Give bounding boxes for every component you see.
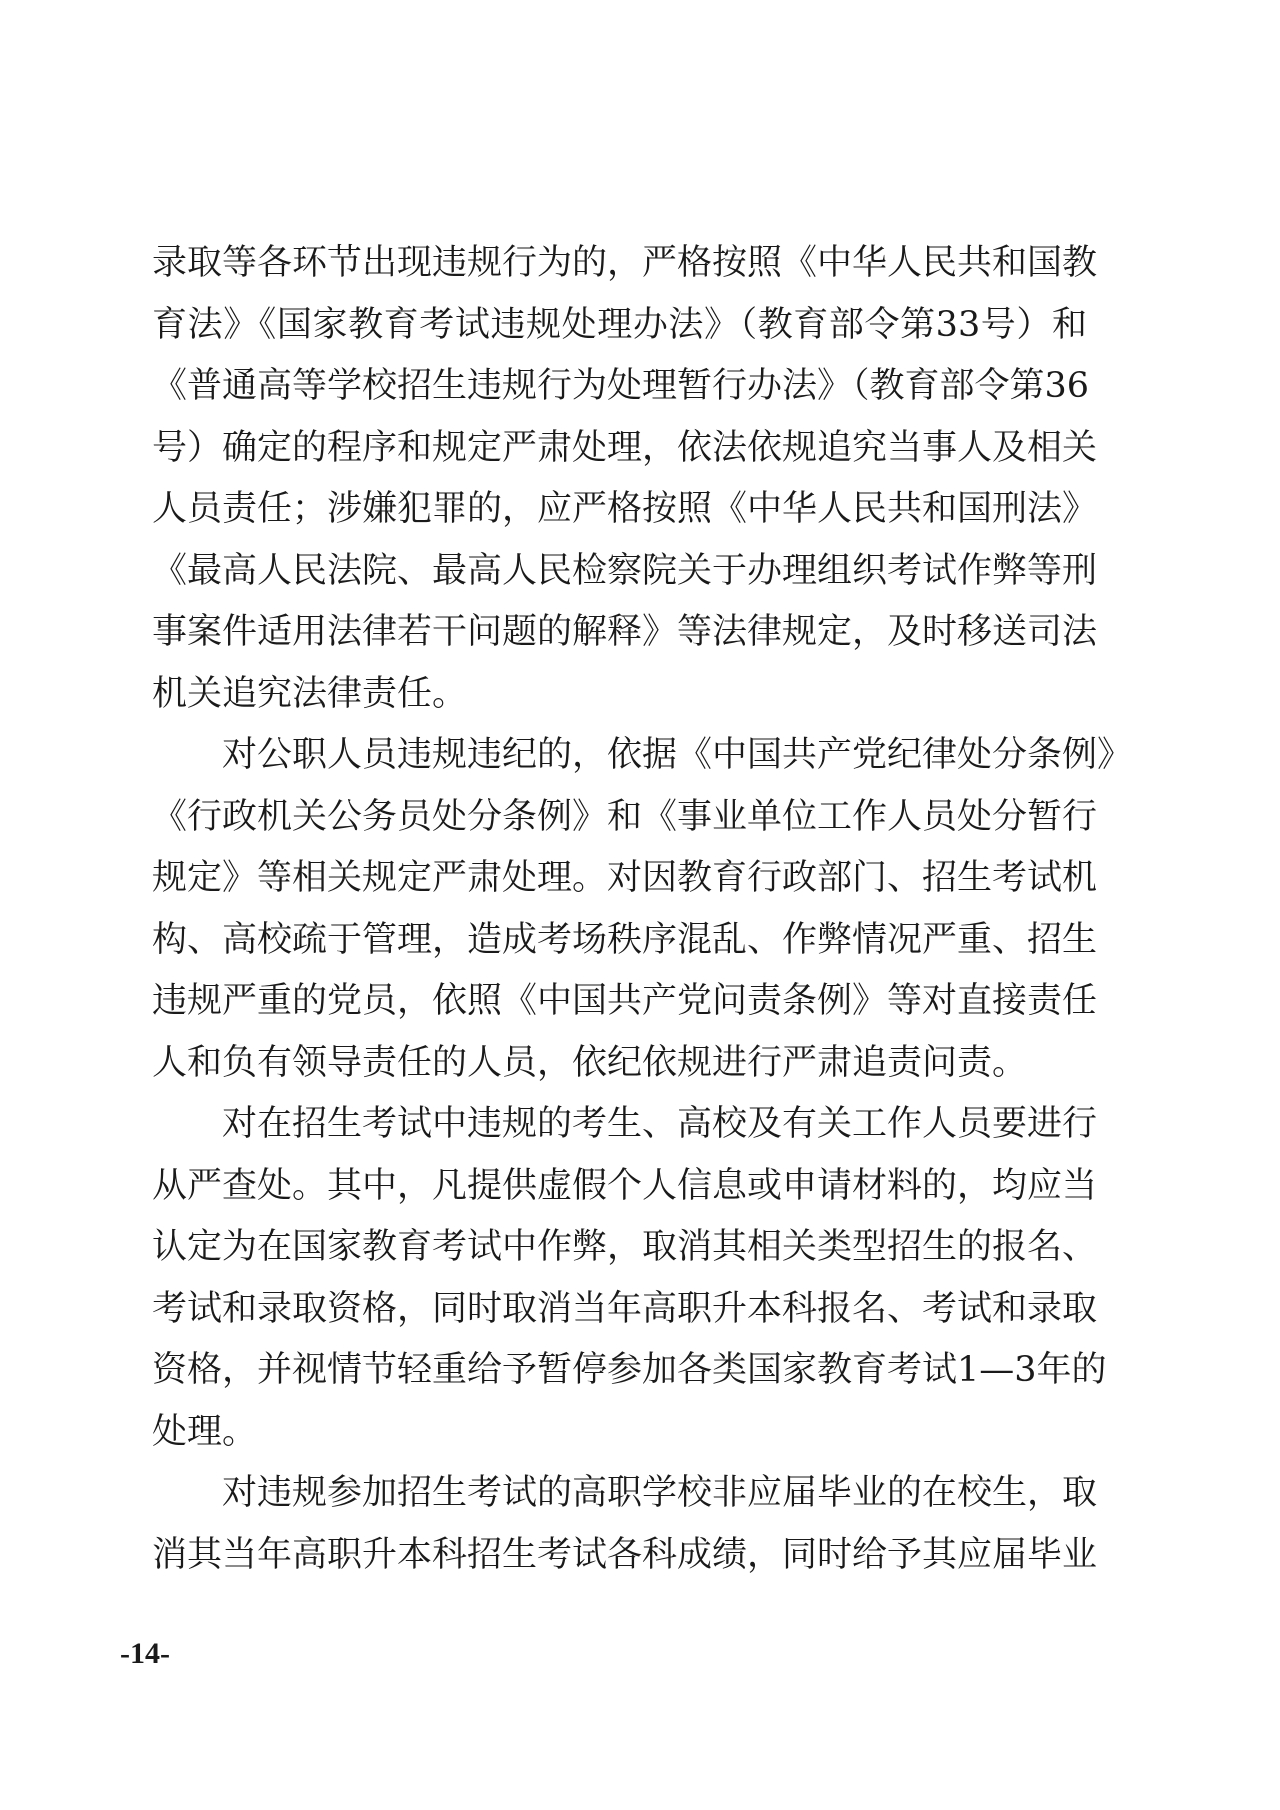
- body-text: [152, 233, 1133, 1586]
- paragraph-3: [152, 1094, 1107, 1463]
- text-line: 号）确定的程序和规定严肃处理，依法依规追究当事人及相关: [152, 427, 1098, 468]
- text-line: 构、高校疏于管理，造成考场秩序混乱、作弊情况严重、招生: [152, 919, 1098, 960]
- text-line: 违规严重的党员，依照《中国共产党问责条例》等对直接责任: [152, 981, 1098, 1021]
- text-line: 资格，并视情节轻重给予暂停参加各类国家教育考试1—3年的: [152, 1350, 1107, 1390]
- paragraph-1: [152, 233, 1098, 725]
- text-line: 事案件适用法律若干问题的解释》等法律规定，及时移送司法: [152, 612, 1098, 652]
- text-line: 《最高人民法院、最高人民检察院关于办理组织考试作弊等刑: [152, 550, 1098, 591]
- text-line: 消其当年高职升本科招生考试各科成绩，同时给予其应届毕业: [152, 1534, 1098, 1575]
- paragraph-4: [152, 1463, 1098, 1586]
- text-line: 对违规参加招生考试的高职学校非应届毕业的在校生，取: [222, 1473, 1098, 1513]
- text-line: 认定为在国家教育考试中作弊，取消其相关类型招生的报名、: [152, 1227, 1098, 1267]
- text-line: 考试和录取资格，同时取消当年高职升本科报名、考试和录取: [152, 1288, 1098, 1329]
- text-line: 对在招生考试中违规的考生、高校及有关工作人员要进行: [222, 1104, 1098, 1144]
- text-line: 《行政机关公务员处分条例》和《事业单位工作人员处分暂行: [152, 796, 1098, 837]
- text-line: 对公职人员违规违纪的，依据《中国共产党纪律处分条例》: [222, 735, 1133, 775]
- page-number: -14-: [120, 1637, 170, 1670]
- text-line: 人和负有领导责任的人员，依纪依规进行严肃追责问责。: [152, 1042, 1028, 1083]
- text-line: 规定》等相关规定严肃处理。对因教育行政部门、招生考试机: [152, 858, 1098, 898]
- text-line: 《普通高等学校招生违规行为处理暂行办法》（教育部令第36: [152, 366, 1090, 406]
- paragraph-2: [152, 725, 1133, 1094]
- text-line: 处理。: [152, 1411, 258, 1452]
- text-line: 机关追究法律责任。: [152, 673, 468, 714]
- text-line: 录取等各环节出现违规行为的，严格按照《中华人民共和国教: [152, 243, 1098, 283]
- text-line: 育法》《国家教育考试违规处理办法》（教育部令第33号）和: [152, 304, 1087, 345]
- text-line: 人员责任；涉嫌犯罪的，应严格按照《中华人民共和国刑法》: [152, 489, 1098, 529]
- text-line: 从严查处。其中，凡提供虚假个人信息或申请材料的，均应当: [152, 1165, 1098, 1206]
